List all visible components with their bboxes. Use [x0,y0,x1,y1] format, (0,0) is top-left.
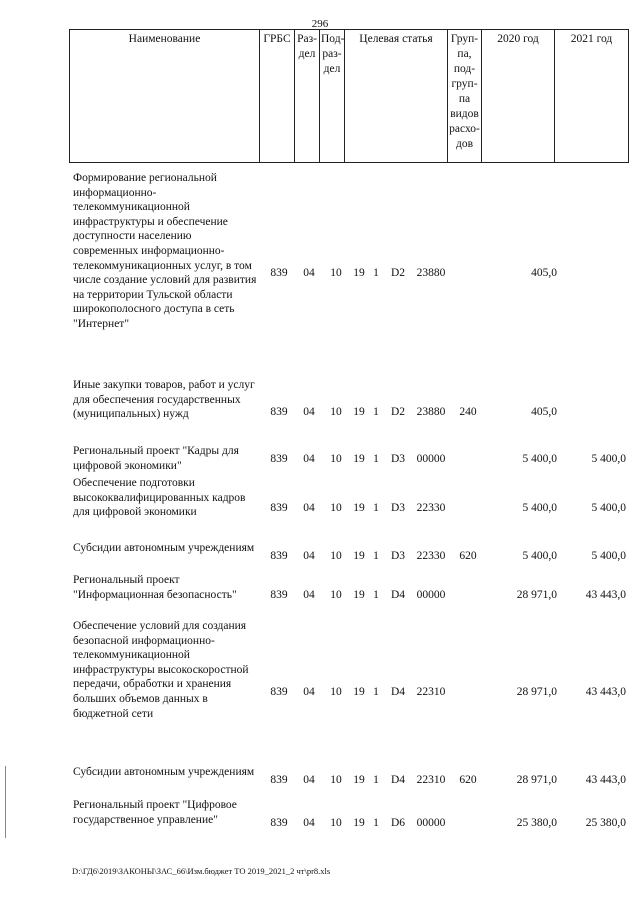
row-target-3: D2 [390,267,406,279]
row-target-1: 19 [353,406,365,418]
row-2020: 5 400,0 [522,453,557,465]
row-target-1: 19 [353,774,365,786]
row-2020: 28 971,0 [516,774,557,786]
row-target-1: 19 [353,550,365,562]
row-podrazdel: 10 [330,589,342,601]
row-2021: 5 400,0 [591,550,626,562]
row-2020: 5 400,0 [522,502,557,514]
header-razdel: Раз- дел [295,30,320,163]
row-target-4: 00000 [416,453,446,465]
row-name: Региональный проект "Кадры для цифровой экономики" [73,445,239,472]
header-target: Целевая статья [345,30,448,163]
row-vid: 620 [459,774,477,786]
row-podrazdel: 10 [330,550,342,562]
header-vid: Груп- па, под- груп- па видов расхо- дов [448,30,482,163]
row-razdel: 04 [303,267,315,279]
row-target-2: 1 [373,502,379,514]
row-2020: 5 400,0 [522,550,557,562]
row-razdel: 04 [303,774,315,786]
row-podrazdel: 10 [330,453,342,465]
row-podrazdel: 10 [330,686,342,698]
footer-file-path: D:\ГД6\2019\ЗАКОНЫ\ЗАС_66\Изм.бюджет ТО 2019_2021_2 чт\pr8.xls [72,866,331,876]
row-target-3: D3 [390,550,406,562]
header-2021: 2021 год [555,30,629,163]
page-number: 296 [311,18,329,30]
row-target-3: D3 [390,453,406,465]
row-target-3: D2 [390,406,406,418]
row-vid: 620 [459,550,477,562]
row-grbs: 839 [270,406,288,418]
row-grbs: 839 [270,589,288,601]
row-grbs: 839 [270,774,288,786]
row-podrazdel: 10 [330,406,342,418]
row-target-4: 23880 [416,406,446,418]
row-2021: 43 443,0 [585,686,626,698]
row-razdel: 04 [303,502,315,514]
row-razdel: 04 [303,589,315,601]
row-2020: 28 971,0 [516,589,557,601]
row-grbs: 839 [270,453,288,465]
row-target-2: 1 [373,589,379,601]
row-name: Обеспечение подготовки высококвалифицированных кадров для цифровой экономики [73,477,246,519]
row-target-4: 23880 [416,267,446,279]
row-target-3: D4 [390,774,406,786]
row-grbs: 839 [270,817,288,829]
row-grbs: 839 [270,686,288,698]
row-target-1: 19 [353,267,365,279]
header-name: Наименование [70,30,260,163]
row-target-4: 22330 [416,502,446,514]
row-target-3: D6 [390,817,406,829]
row-2020: 28 971,0 [516,686,557,698]
row-razdel: 04 [303,686,315,698]
row-name: Региональный проект "Цифровое государственное управление" [73,799,237,826]
row-target-1: 19 [353,502,365,514]
header-podrazdel: Под- раз- дел [320,30,345,163]
row-vid: 240 [459,406,477,418]
row-target-1: 19 [353,686,365,698]
row-target-2: 1 [373,453,379,465]
row-2021: 43 443,0 [585,774,626,786]
row-razdel: 04 [303,550,315,562]
row-target-1: 19 [353,589,365,601]
row-target-4: 00000 [416,817,446,829]
row-podrazdel: 10 [330,817,342,829]
row-target-3: D4 [390,589,406,601]
row-name: Субсидии автономным учреждениям [73,542,255,554]
row-target-4: 22310 [416,774,446,786]
row-razdel: 04 [303,817,315,829]
row-grbs: 839 [270,550,288,562]
row-name: Иные закупки товаров, работ и услуг для обеспечения государственных (муниципальных) нужд [73,379,255,421]
row-name: Формирование региональной информационно-телекоммуникационной инфраструктуры и обеспечение доступности населению современных информационно-телекоммуникационных услуг, в том числе создание условий для развития на территории Тульской области широкополосного доступа в сеть "Интернет" [73,172,257,330]
row-target-2: 1 [373,774,379,786]
row-razdel: 04 [303,453,315,465]
row-target-2: 1 [373,267,379,279]
row-target-2: 1 [373,550,379,562]
row-target-4: 22330 [416,550,446,562]
row-grbs: 839 [270,502,288,514]
row-2021: 25 380,0 [585,817,626,829]
row-name: Субсидии автономным учреждениям [73,766,255,778]
row-target-4: 00000 [416,589,446,601]
row-name: Региональный проект "Информационная безопасность" [73,574,237,601]
row-razdel: 04 [303,406,315,418]
row-name: Обеспечение условий для создания безопасной информационно-телекоммуникационной инфраструктуры высокоскоростной передачи, обработки и хранения больших объемов данных в бюджетной сети [73,620,249,720]
row-2020: 25 380,0 [516,817,557,829]
row-grbs: 839 [270,267,288,279]
row-target-1: 19 [353,453,365,465]
row-target-2: 1 [373,406,379,418]
row-podrazdel: 10 [330,502,342,514]
row-2021: 5 400,0 [591,502,626,514]
row-target-3: D3 [390,502,406,514]
row-target-2: 1 [373,686,379,698]
row-2021: 43 443,0 [585,589,626,601]
row-target-4: 22310 [416,686,446,698]
row-target-2: 1 [373,817,379,829]
row-target-1: 19 [353,817,365,829]
row-podrazdel: 10 [330,774,342,786]
row-target-3: D4 [390,686,406,698]
header-2020: 2020 год [482,30,555,163]
margin-line [5,766,6,838]
row-2020: 405,0 [531,267,557,279]
header-grbs: ГРБС [260,30,295,163]
row-2021: 5 400,0 [591,453,626,465]
row-2020: 405,0 [531,406,557,418]
row-podrazdel: 10 [330,267,342,279]
